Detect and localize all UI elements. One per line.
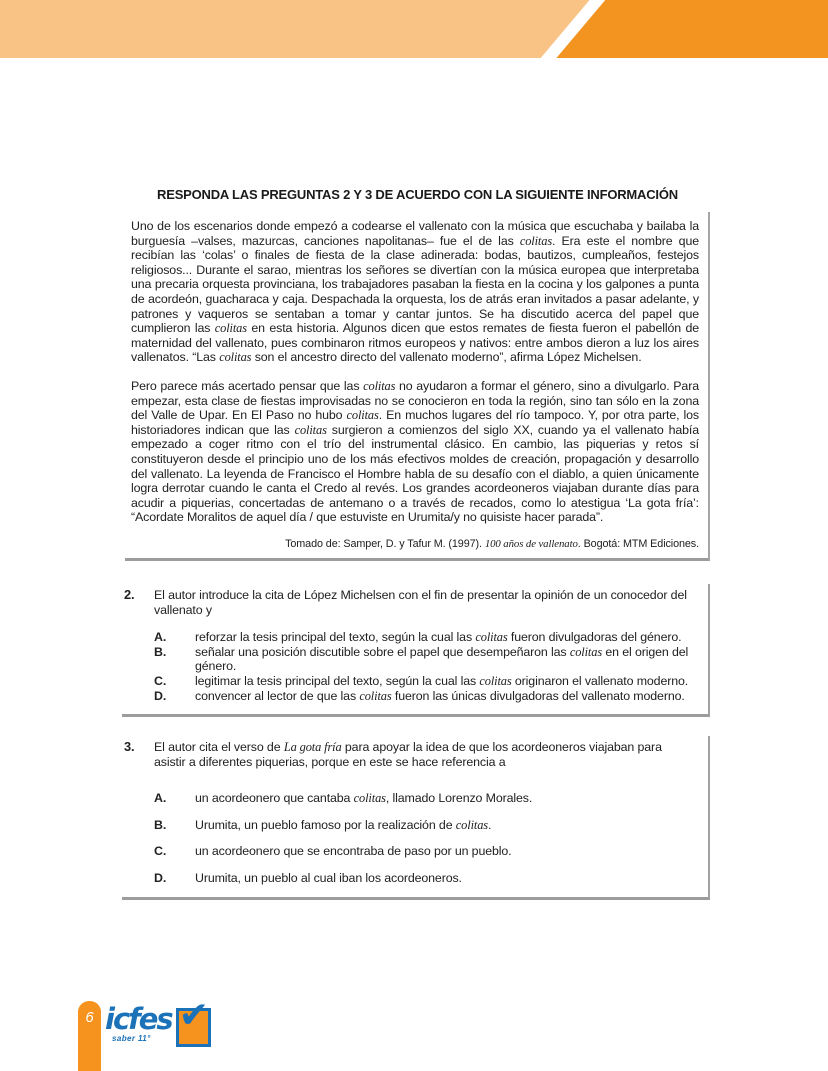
question-number: 2. bbox=[124, 587, 135, 602]
passage-box bbox=[125, 212, 710, 561]
option-text: legitimar la tesis principal del texto, según la cual las colitas originaron el vallenato moderno. bbox=[195, 673, 689, 688]
icfes-wordmark: icfes bbox=[105, 1002, 172, 1036]
passage-paragraph-1: Uno de los escenarios donde empezó a codearse el vallenato con la música que escuchaba y bailaba la burguesía –valses, mazurcas, canciones napolitanas– fue el de las colitas. Era este el nombre que recibían las ‘colas’ o finales de fiesta de la clase adinerada: bodas, bautizos, cumpleaños, festejos religiosos... Durante el sarao, mientras los señores se divertían con la música europea que interpretaba una precaria orquesta provinciana, los trabajadores pasaban la fiesta en la cocina y los galpones a punta de acordeón, guacharaca y caja. Despachada la orquesta, los de atrás eran invitados a pasar adelante, y patrones y vaqueros se sentaban a tomar y cantar juntos. Se ha discutido acerca del papel que cumplieron las colitas en esta historia. Algunos dicen que estos remates de fiesta fueron el pabellón de maternidad del vallenato, pues combinaron ritmos europeos y nativos: entre ambos dieron a luz los aires vallenatos. “Las colitas son el ancestro directo del vallenato moderno”, afirma López Michelsen. bbox=[131, 219, 699, 365]
instruction-title: RESPONDA LAS PREGUNTAS 2 Y 3 DE ACUERDO CON LA SIGUIENTE INFORMACIÓN bbox=[157, 187, 678, 202]
option-b bbox=[154, 645, 696, 674]
option-text: un acordeonero que se encontraba de paso por un pueblo. bbox=[195, 844, 512, 859]
option-letter: B. bbox=[154, 817, 167, 832]
option-text: convencer al lector de que las colitas fueron las únicas divulgadoras del vallenato moderno. bbox=[195, 688, 685, 703]
icfes-logo bbox=[105, 995, 211, 1047]
options-list bbox=[154, 630, 696, 703]
question-stem: El autor cita el verso de La gota fría para apoyar la idea de que los acordeoneros viajaban para asistir a diferentes piquerias, porque en este se hace referencia a bbox=[154, 740, 662, 769]
option-text: Urumita, un pueblo famoso por la realización de colitas. bbox=[195, 817, 492, 832]
question-number: 3. bbox=[124, 739, 135, 754]
saber11-label: saber 11° bbox=[112, 1034, 151, 1043]
option-text: un acordeonero que cantaba colitas, llamado Lorenzo Morales. bbox=[195, 791, 533, 806]
icfes-wordmark-group bbox=[105, 1004, 172, 1043]
passage-paragraph-2: Pero parece más acertado pensar que las colitas no ayudaron a formar el género, sino a divulgarlo. Para empezar, esta clase de fiestas improvisadas no se conocieron en toda la región, sino tan sólo en la zona del Valle de Upar. En El Paso no hubo colitas. En muchos lugares del río tampoco. Y, por otra parte, los historiadores indican que las colitas surgieron a comienzos del siglo XX, cuando ya el vallenato había empezado a coger ritmo con el trío del instrumental clásico. En cambio, las piquerias y retos sí constituyeron desde el principio uno de los más efectivos moldes de creación, propagación y desarrollo del vallenato. La leyenda de Francisco el Hombre habla de su desafío con el diablo, a quien únicamente logra derrotar cuando le canta el Credo al revés. Los grandes acordeoneros viajaban durante días para acudir a piquerias, concertadas de antemano o a través de recados, como lo atestigua ‘La gota fría’: “Acordate Moralitos de aquel día / que estuviste en Urumita/y no quisiste hacer parada”. bbox=[131, 378, 699, 525]
option-letter: B. bbox=[154, 644, 167, 659]
option-a bbox=[154, 630, 696, 645]
check-icon: ✔ bbox=[178, 995, 209, 1036]
option-letter: C. bbox=[154, 673, 167, 688]
question-body bbox=[154, 588, 708, 703]
question-stem: El autor introduce la cita de López Michelsen con el fin de presentar la opinión de un conocedor del vallenato y bbox=[154, 588, 687, 617]
option-letter: D. bbox=[154, 688, 167, 703]
passage-source: Tomado de: Samper, D. y Tafur M. (1997). 100 años de vallenato. Bogotá: MTM Ediciones. bbox=[285, 537, 699, 550]
option-b bbox=[154, 818, 696, 833]
option-letter: D. bbox=[154, 870, 167, 885]
option-d bbox=[154, 689, 696, 704]
option-a bbox=[154, 791, 696, 806]
question-3 bbox=[122, 736, 710, 900]
option-text: señalar una posición discutible sobre el papel que desempeñaron las colitas en el origen del género. bbox=[195, 644, 689, 674]
option-c bbox=[154, 844, 696, 859]
options-list bbox=[154, 791, 696, 885]
option-text: Urumita, un pueblo al cual iban los acordeoneros. bbox=[195, 870, 462, 885]
question-body bbox=[154, 740, 708, 886]
option-d bbox=[154, 871, 696, 886]
option-letter: C. bbox=[154, 844, 167, 859]
option-letter: A. bbox=[154, 791, 167, 806]
page-number-tab bbox=[78, 1001, 101, 1071]
option-letter: A. bbox=[154, 630, 167, 645]
option-c bbox=[154, 674, 696, 689]
option-text: reforzar la tesis principal del texto, según la cual las colitas fueron divulgadoras del género. bbox=[195, 630, 682, 645]
checkmark-box bbox=[176, 995, 211, 1047]
question-2 bbox=[122, 584, 710, 717]
page-number: 6 bbox=[85, 1009, 94, 1026]
